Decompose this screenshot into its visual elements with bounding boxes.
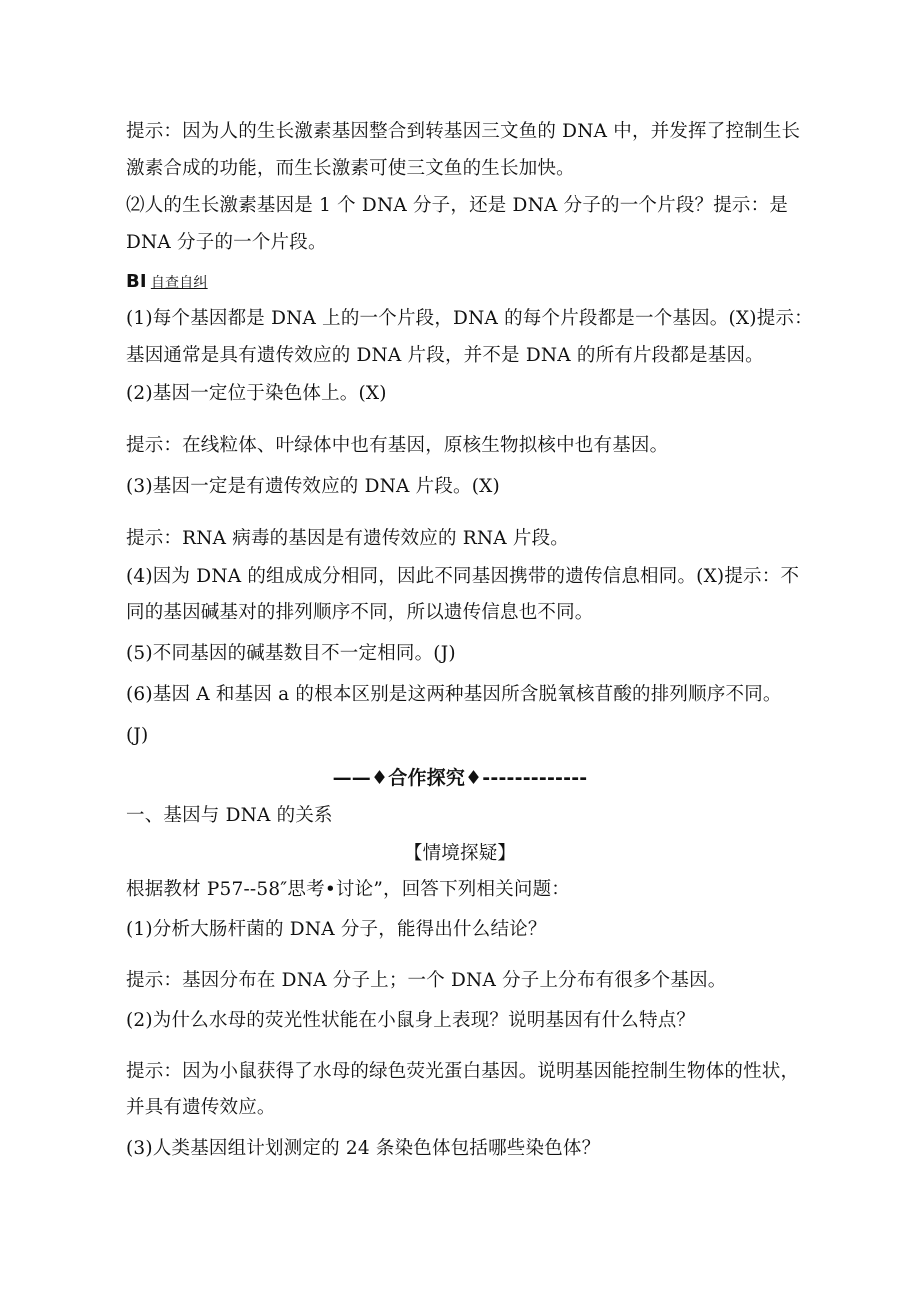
text-line: DNA 分子的一个片段。 (126, 232, 327, 253)
item-line: (6)基因 A 和基因 a 的根本区别是这两种基因所含脱氧核苜酸的排列顺序不同。 (126, 684, 782, 705)
item-line: 提示：在线粒体、叶绿体中也有基因，原核生物拟核中也有基因。 (126, 435, 669, 456)
section-label-mark: BI (126, 271, 147, 292)
question-line: (2)为什么水母的荧光性状能在小鼠身上表现？说明基因有什么特点？ (126, 1010, 696, 1031)
text-line: 激素合成的功能，而生长激素可使三文鱼的生长加快。 (126, 158, 575, 179)
question-line: 根据教材 P57--58″思考•讨论”，回答下列相关问题： (126, 879, 570, 900)
question-line: (1)分析大肠杆菌的 DNA 分子，能得出什么结论？ (126, 919, 547, 940)
item-line: (3)基因一定是有遗传效应的 DNA 片段。(X) (126, 476, 500, 497)
item-line: 同的基因碱基对的排列顺序不同，所以遗传信息也不同。 (126, 602, 594, 623)
answer-line: 提示：因为小鼠获得了水母的绿色荧光蛋白基因。说明基因能控制生物体的性状， (126, 1061, 800, 1082)
item-line: (J) (126, 725, 149, 746)
item-line: (2)基因一定位于染色体上。(X) (126, 383, 387, 404)
item-line: (4)因为 DNA 的组成成分相同，因此不同基因携带的遗传信息相同。(X)提示：不 (126, 566, 800, 587)
divider-heading: ——♦合作探究♦------------- (332, 767, 588, 789)
section-title: 一、基因与 DNA 的关系 (126, 805, 333, 826)
section-label-text: 自查自纠 (150, 275, 208, 291)
answer-line: 提示：基因分布在 DNA 分子上；一个 DNA 分子上分布有很多个基因。 (126, 970, 727, 991)
section-label (126, 270, 208, 295)
question-line: (3)人类基因组计划测定的 24 条染色体包括哪些染色体？ (126, 1138, 601, 1159)
text-line: ⑵人的生长激素基因是 1 个 DNA 分子，还是 DNA 分子的一个片段？提示：是 (126, 195, 789, 216)
item-line: (5)不同基因的碱基数目不一定相同。(J) (126, 643, 456, 664)
item-line: (1)每个基因都是 DNA 上的一个片段，DNA 的每个片段都是一个基因。(X)提示： (126, 308, 813, 329)
item-line: 基因通常是具有遗传效应的 DNA 片段，并不是 DNA 的所有片段都是基因。 (126, 345, 764, 366)
item-line: 提示：RNA 病毒的基因是有遗传效应的 RNA 片段。 (126, 528, 569, 549)
subheading: 【情境探疑】 (403, 843, 517, 864)
text-line: 提示：因为人的生长激素基因整合到转基因三文鱼的 DNA 中，并发挥了控制生长 (126, 121, 801, 142)
answer-line: 并具有遗传效应。 (126, 1097, 276, 1118)
